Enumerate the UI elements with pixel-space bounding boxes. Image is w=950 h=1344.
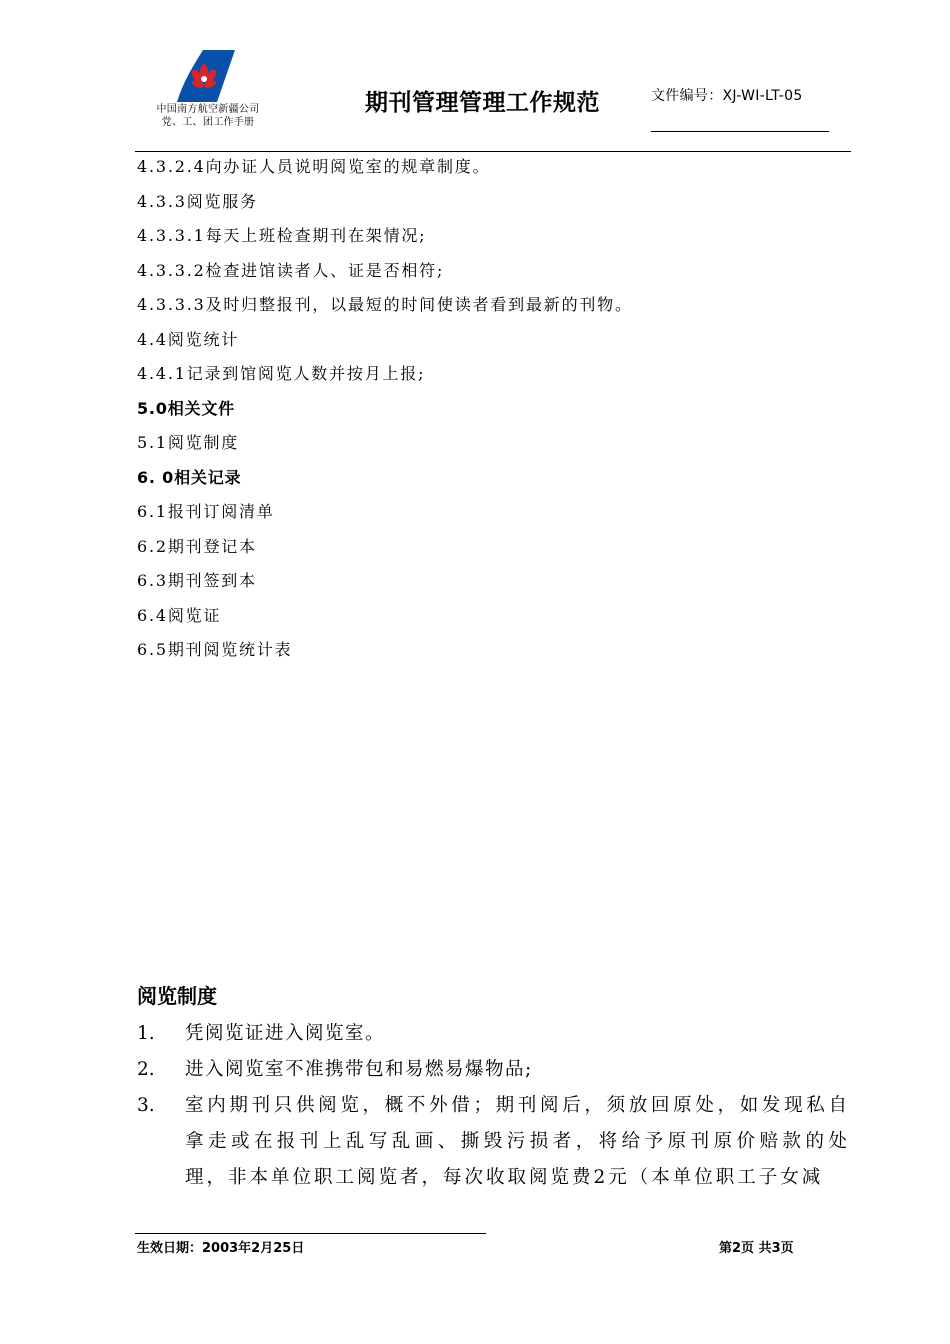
body-line: 4.4阅览统计 bbox=[137, 329, 240, 349]
rule-number: 2. bbox=[137, 1059, 155, 1080]
company-name-line2: 党、工、团工作手册 bbox=[161, 117, 255, 128]
effective-date: 生效日期：2003年2月25日 bbox=[137, 1241, 305, 1256]
document-number-underline bbox=[651, 131, 829, 132]
document-number: 文件编号：XJ-WI-LT-05 bbox=[651, 88, 803, 104]
body-line: 6.5期刊阅览统计表 bbox=[137, 640, 293, 659]
body-line: 4.3.3阅览服务 bbox=[137, 191, 258, 211]
list-item bbox=[137, 1016, 850, 1052]
company-name bbox=[138, 103, 278, 129]
page-number: 第2页 共3页 bbox=[719, 1241, 794, 1256]
rule-text: 凭阅览证进入阅览室。 bbox=[185, 1023, 386, 1044]
body-line: 6.4阅览证 bbox=[137, 605, 222, 625]
body-line: 5.1阅览制度 bbox=[137, 433, 240, 452]
company-name-line1: 中国南方航空新疆公司 bbox=[156, 104, 260, 115]
body-line: 6.3期刊签到本 bbox=[137, 571, 257, 590]
footer-divider bbox=[135, 1233, 486, 1234]
section-heading-related-documents: 5.0相关文件 bbox=[137, 398, 235, 418]
body-line: 4.3.2.4向办证人员说明阅览室的规章制度。 bbox=[137, 157, 491, 176]
body-line: 4.3.3.1每天上班检查期刊在架情况; bbox=[137, 226, 427, 245]
section-heading-related-records: 6. 0相关记录 bbox=[137, 467, 242, 487]
document-title: 期刊管理管理工作规范 bbox=[365, 90, 600, 116]
reading-rules-title: 阅览制度 bbox=[137, 984, 217, 1008]
list-item bbox=[137, 1088, 850, 1196]
china-southern-kapok-logo-icon bbox=[163, 50, 235, 102]
rule-text: 室内期刊只供阅览，概不外借；期刊阅后，须放回原处，如发现私自拿走或在报刊上乱写乱画、撕毁污损者，将给予原刊原价赔款的处理，非本单位职工阅览者，每次收取阅览费2元（本单位职工子女减 bbox=[185, 1095, 850, 1188]
rule-number: 3. bbox=[137, 1095, 155, 1116]
reading-rules-list bbox=[137, 1016, 850, 1196]
rule-number: 1. bbox=[137, 1023, 155, 1044]
body-line: 4.4.1记录到馆阅览人数并按月上报; bbox=[137, 364, 426, 383]
body-line: 6.1报刊订阅清单 bbox=[137, 502, 275, 521]
body-line: 6.2期刊登记本 bbox=[137, 536, 257, 556]
header-divider bbox=[135, 151, 851, 152]
procedure-body bbox=[137, 156, 849, 674]
body-line: 4.3.3.2检查进馆读者人、证是否相符; bbox=[137, 260, 445, 280]
body-line: 4.3.3.3及时归整报刊，以最短的时间使读者看到最新的刊物。 bbox=[137, 295, 633, 314]
rule-text: 进入阅览室不准携带包和易燃易爆物品; bbox=[185, 1059, 533, 1080]
list-item bbox=[137, 1052, 850, 1088]
